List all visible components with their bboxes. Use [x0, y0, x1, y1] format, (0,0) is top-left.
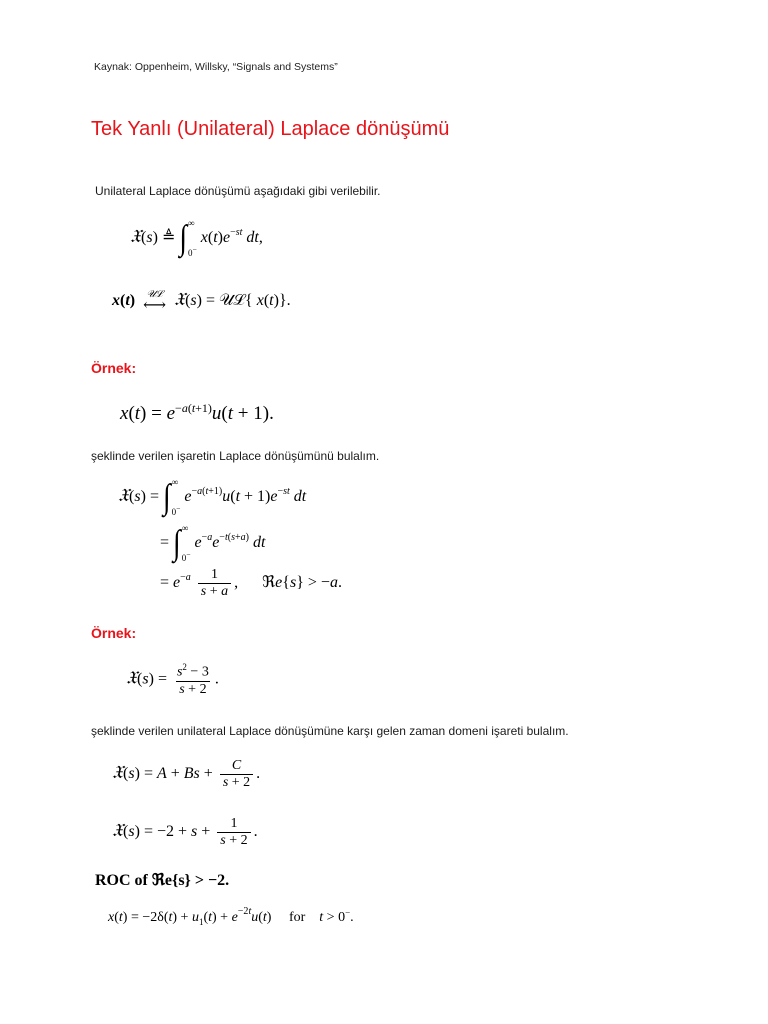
example-1-solution-line-1: 𝔛(s) = ∫ ∞ 0− $e^{-a(t+1)}u(t + 1)e^{-st}$ dt: [118, 477, 307, 517]
definition-equation: 𝔛(s) ≜ ∫ ∞ 0− $x(t)e^{-st}$ dt,: [130, 218, 263, 258]
example-1-signal-equation: $x(t) = e^{-a(t+1)}u(t + 1)$.: [120, 401, 274, 424]
transform-pair-equation: x(t) 𝒰ℒ ⟷ 𝔛(s) = 𝒰ℒ{ x(t)}.: [112, 289, 291, 314]
example-2-transform-equation: 𝔛(s) = $\frac{s^2 - 3}{s + 2}$ .: [126, 662, 219, 697]
example-2-heading: Örnek:: [91, 625, 137, 641]
example-1-text: şeklinde verilen işaretin Laplace dönüşümünü bulalım.: [91, 449, 380, 463]
intro-paragraph: Unilateral Laplace dönüşümü aşağıdaki gibi verilebilir.: [95, 184, 381, 198]
example-2-text: şeklinde verilen unilateral Laplace dönüşümüne karşı gelen zaman domeni işareti bulalım.: [91, 724, 569, 738]
example-2-partial-fraction-form: 𝔛(s) = A + Bs + $\frac{C}{s + 2}$ .: [112, 758, 261, 790]
example-1-heading: Örnek:: [91, 360, 137, 376]
page-title: Tek Yanlı (Unilateral) Laplace dönüşümü: [91, 118, 450, 140]
source-citation: Kaynak: Oppenheim, Willsky, “Signals and Systems”: [94, 61, 338, 73]
example-2-time-domain-result: $x(t) = -2\delta(t) + u_1(t) + e^{-2t}u(t)$ for t > 0−.: [108, 906, 354, 927]
example-1-solution-line-2: = ∫ ∞ 0− $e^{-a}e^{-t(s+a)}$ dt: [160, 523, 266, 563]
example-2-partial-fraction-result: 𝔛(s) = −2 + s + $\frac{1}{s + 2}$ .: [112, 816, 258, 848]
example-1-solution-line-3: = $e^{-a}$ $\frac{1}{s + a}$ , ℜe{s} > −a.: [160, 567, 342, 599]
roc-statement: ROC of ℜe{s} > −2.: [95, 872, 230, 889]
